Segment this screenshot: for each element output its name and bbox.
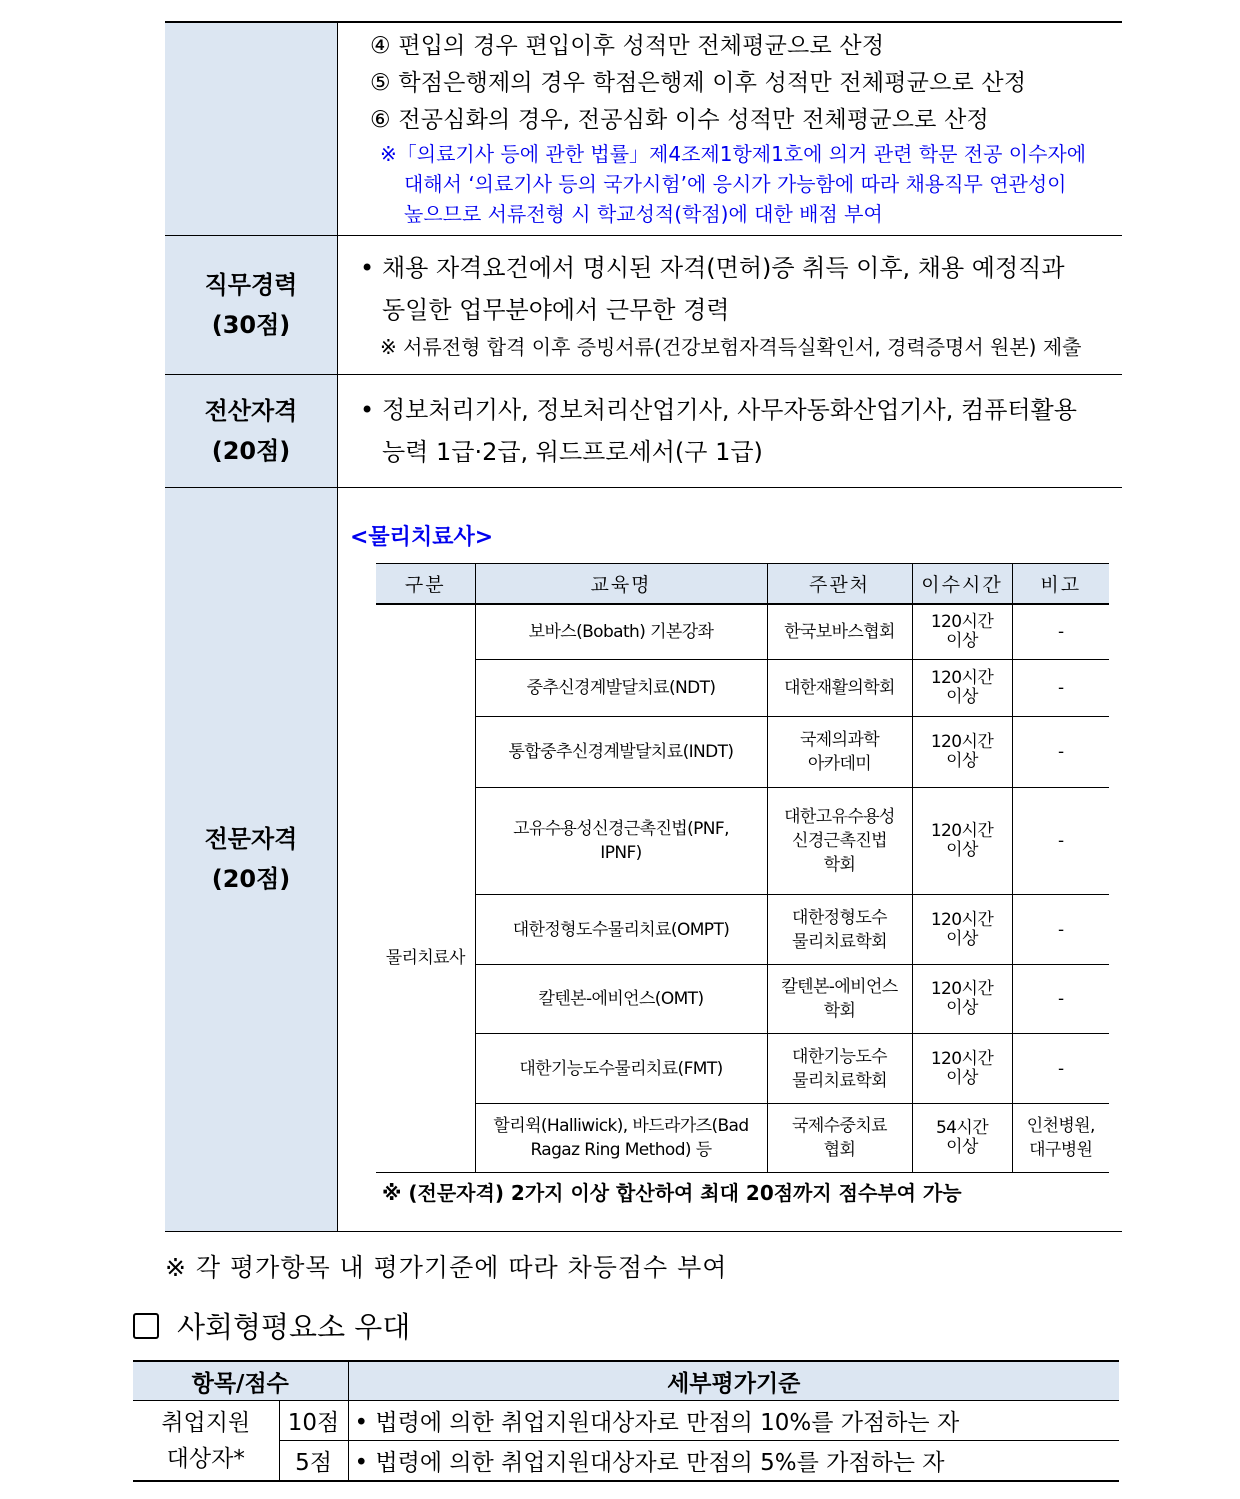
table-row	[376, 895, 1109, 965]
pt-header-row	[376, 563, 1109, 604]
gpa-rule-6: ⑥ 전공심화의 경우, 전공심화 이수 성적만 전체평균으로 산정	[370, 107, 989, 134]
section-heading-text: 사회형평요소 우대	[177, 1310, 411, 1344]
course-name: 할리윅(Halliwick), 바드라가즈(Bad Ragaz Ring Method) 등	[475, 1104, 767, 1173]
gpa-law-note-line2: 대해서 ‘의료기사 등의 국가시험’에 응시가 가능함에 따라 채용직무 연관성이	[404, 172, 1067, 197]
course-hours: 120시간 이상	[912, 895, 1012, 965]
course-organizer: 한국보바스협회	[767, 604, 912, 660]
gpa-law-note-line3: 높으므로 서류전형 시 학교성적(학점)에 대한 배점 부여	[404, 202, 883, 227]
career-title: 직무경력	[204, 270, 298, 299]
evaluation-table	[165, 21, 1122, 1232]
course-name: 대한기능도수물리치료(FMT)	[475, 1034, 767, 1104]
specialist-subtitle: <물리치료사>	[350, 524, 494, 550]
specialist-points: (20점)	[211, 865, 291, 894]
gpa-rule-5: ⑤ 학점은행제의 경우 학점은행제 이후 성적만 전체평균으로 산정	[370, 70, 1027, 97]
course-name: 대한정형도수물리치료(OMPT)	[475, 895, 767, 965]
it-cert-points: (20점)	[211, 436, 291, 465]
group-label: 물리치료사	[376, 604, 475, 1173]
item-criteria: • 법령에 의한 취업지원대상자로 만점의 10%를 가점하는 자	[348, 1401, 1119, 1441]
specialist-title: 전문자격	[204, 825, 298, 854]
header-category: 구분	[376, 563, 475, 604]
item-criteria: • 법령에 의한 취업지원대상자로 만점의 5%를 가점하는 자	[348, 1441, 1119, 1482]
it-cert-title: 전산자격	[204, 396, 298, 425]
table-row	[376, 604, 1109, 660]
social-header-row	[133, 1361, 1119, 1401]
course-remark: -	[1012, 1034, 1109, 1104]
course-organizer: 대한기능도수 물리치료학회	[767, 1034, 912, 1104]
specialist-final-note: ※ (전문자격) 2가지 이상 합산하여 최대 20점까지 점수부여 가능	[382, 1181, 962, 1205]
course-organizer: 칼텐본-에비언스 학회	[767, 965, 912, 1034]
course-hours: 120시간 이상	[912, 965, 1012, 1034]
course-remark: -	[1012, 965, 1109, 1034]
gpa-criteria-cell	[338, 22, 1123, 235]
header-course: 교육명	[475, 563, 767, 604]
item-points: 5점	[279, 1441, 348, 1482]
career-points: (30점)	[211, 310, 291, 339]
header-remark: 비고	[1012, 563, 1109, 604]
gpa-rule-4: ④ 편입의 경우 편입이후 성적만 전체평균으로 산정	[370, 33, 885, 60]
item-points: 10점	[279, 1401, 348, 1441]
category-cell-empty	[165, 22, 338, 235]
bullet-mark: •	[360, 253, 375, 282]
course-name: 보바스(Bobath) 기본강좌	[475, 604, 767, 660]
course-organizer: 대한재활의학회	[767, 660, 912, 717]
section-heading	[133, 1305, 410, 1346]
social-equity-table	[133, 1360, 1119, 1482]
course-organizer: 대한정형도수 물리치료학회	[767, 895, 912, 965]
table-row	[376, 717, 1109, 788]
course-organizer: 대한고유수용성 신경근촉진법 학회	[767, 788, 912, 895]
course-organizer: 국제수중치료 협회	[767, 1104, 912, 1173]
specialist-criteria-cell	[338, 487, 1123, 1232]
header-organizer: 주관처	[767, 563, 912, 604]
course-name: 고유수용성신경근촉진법(PNF, IPNF)	[475, 788, 767, 895]
it-cert-criteria-cell	[338, 374, 1123, 487]
category-specialist	[165, 487, 338, 1232]
course-remark: -	[1012, 604, 1109, 660]
table-row	[376, 1034, 1109, 1104]
course-hours: 120시간 이상	[912, 717, 1012, 788]
course-remark: -	[1012, 788, 1109, 895]
table-row	[376, 788, 1109, 895]
course-hours: 120시간 이상	[912, 604, 1012, 660]
course-remark: -	[1012, 895, 1109, 965]
course-organizer: 국제의과학 아카데미	[767, 717, 912, 788]
table-row	[133, 1441, 1119, 1482]
table-row	[376, 1104, 1109, 1173]
table-row	[133, 1401, 1119, 1441]
it-cert-bullet-line2: 능력 1급·2급, 워드프로세서(구 1급)	[382, 437, 763, 466]
course-hours: 120시간 이상	[912, 660, 1012, 717]
table-row	[376, 660, 1109, 717]
category-it-cert	[165, 374, 338, 487]
course-hours: 120시간 이상	[912, 788, 1012, 895]
table-row	[376, 965, 1109, 1034]
it-cert-bullet-line1: 정보처리기사, 정보처리산업기사, 사무자동화산업기사, 컴퓨터활용	[382, 395, 1077, 424]
course-remark: 인천병원, 대구병원	[1012, 1104, 1109, 1173]
bullet-mark: •	[360, 395, 375, 424]
course-hours: 54시간 이상	[912, 1104, 1012, 1173]
course-name: 중추신경계발달치료(NDT)	[475, 660, 767, 717]
gpa-law-note	[350, 139, 1112, 229]
checkbox-square-icon	[133, 1313, 159, 1339]
career-note: ※ 서류전형 합격 이후 증빙서류(건강보험자격득실확인서, 경력증명서 원본) 제출	[380, 334, 1082, 359]
course-remark: -	[1012, 717, 1109, 788]
course-name: 통합중추신경계발달치료(INDT)	[475, 717, 767, 788]
course-hours: 120시간 이상	[912, 1034, 1012, 1104]
career-criteria-cell	[338, 235, 1123, 374]
category-career	[165, 235, 338, 374]
career-bullet	[350, 247, 1112, 331]
physical-therapist-table	[376, 563, 1109, 1174]
header-item-points: 항목/점수	[133, 1361, 348, 1401]
it-cert-bullet	[350, 389, 1112, 473]
header-hours: 이수시간	[912, 563, 1012, 604]
course-remark: -	[1012, 660, 1109, 717]
header-criteria: 세부평가기준	[348, 1361, 1119, 1401]
career-bullet-line2: 동일한 업무분야에서 근무한 경력	[382, 295, 730, 324]
course-name: 칼텐본-에비언스(OMT)	[475, 965, 767, 1034]
differential-score-note: ※ 각 평가항목 내 평가기준에 따라 차등점수 부여	[165, 1253, 728, 1282]
career-bullet-line1: 채용 자격요건에서 명시된 자격(면허)증 취득 이후, 채용 예정직과	[382, 253, 1065, 282]
item-label: 취업지원 대상자*	[133, 1401, 279, 1482]
gpa-law-note-line1: ※「의료기사 등에 관한 법률」제4조제1항제1호에 의거 관련 학문 전공 이수자에	[380, 142, 1087, 167]
